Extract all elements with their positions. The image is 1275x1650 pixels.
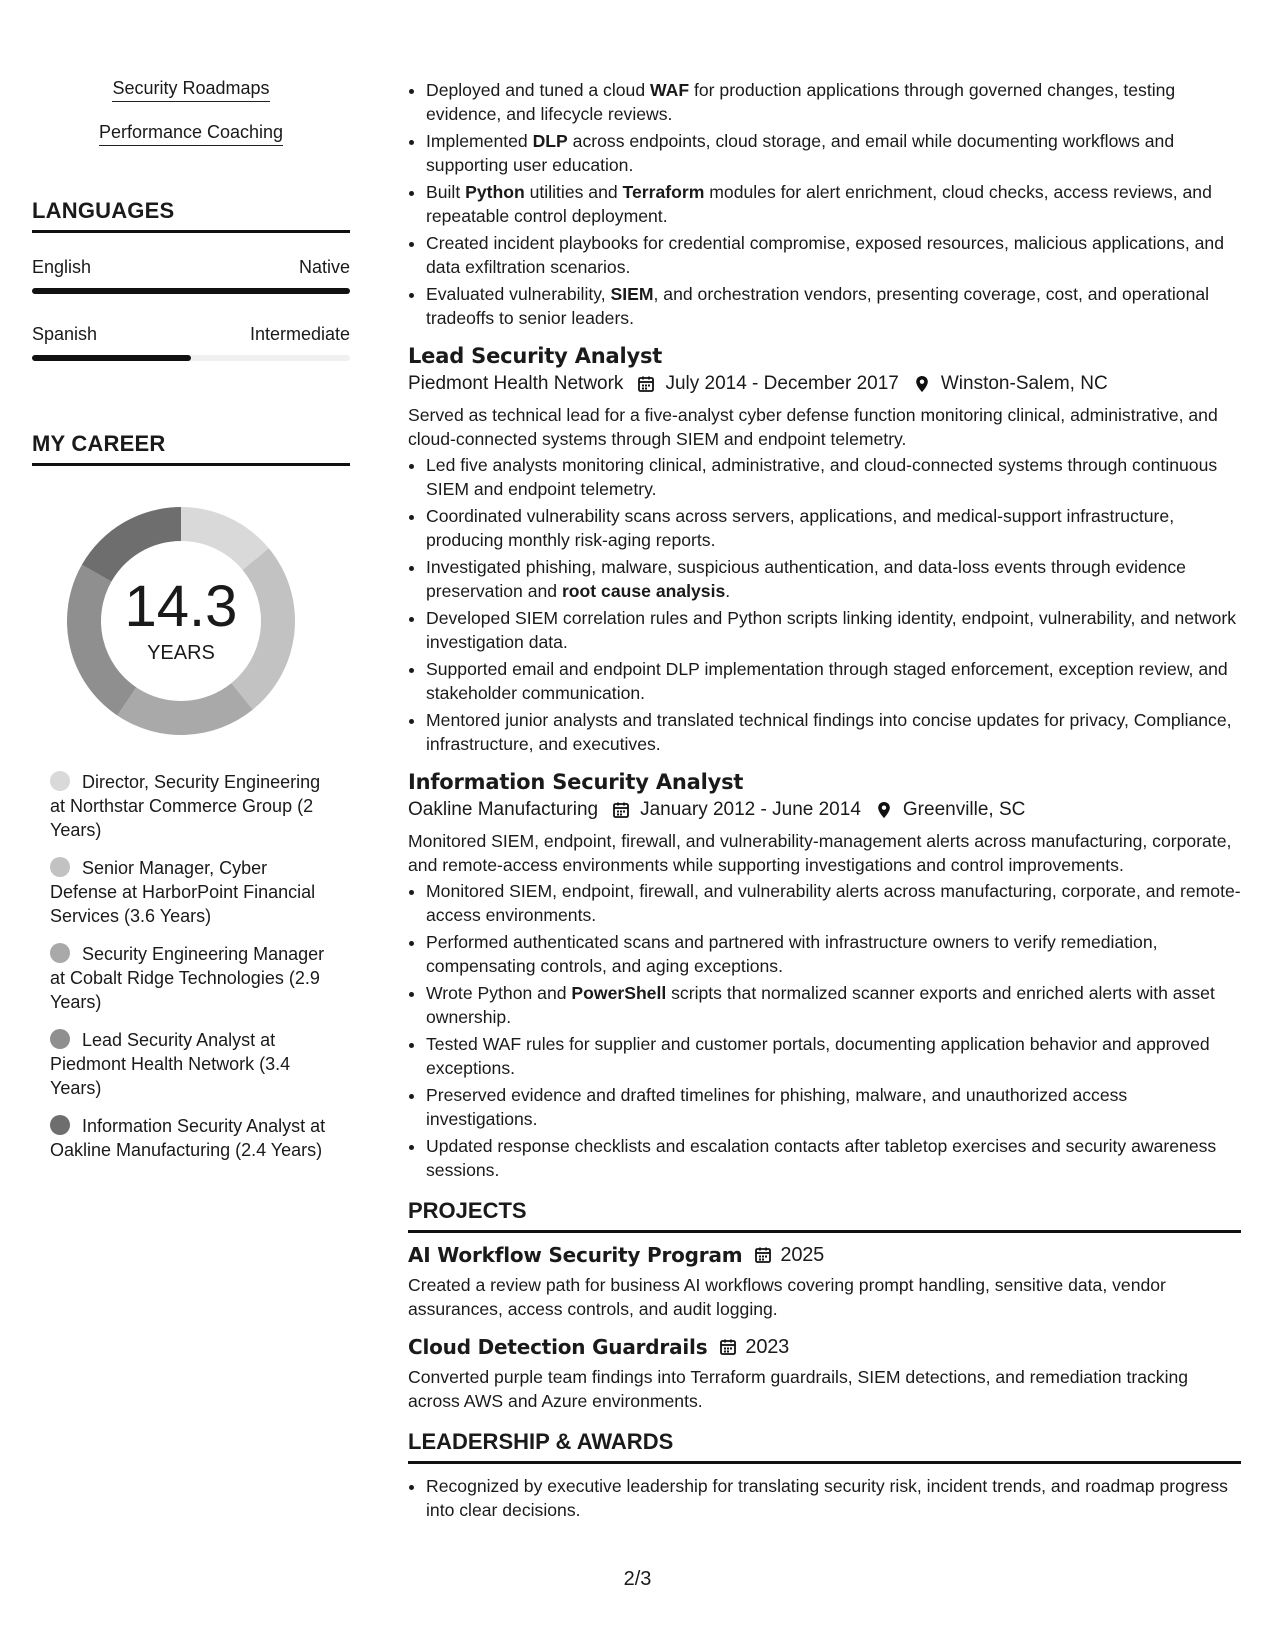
job-meta bbox=[408, 373, 1241, 395]
bullet-item: • Supported email and endpoint DLP implementation through staged enforcement, exception review, and stakeholder communication. bbox=[426, 657, 1241, 705]
job-bullets bbox=[408, 879, 1241, 1182]
job-entry bbox=[408, 770, 1241, 1182]
bullet-item: • Preserved evidence and drafted timelines for phishing, malware, and unauthorized access investigations. bbox=[426, 1083, 1241, 1131]
legend-dot bbox=[50, 771, 70, 791]
legend-label: Information Security Analyst at Oakline Manufacturing (2.4 Years) bbox=[50, 1116, 326, 1160]
skills-list bbox=[32, 78, 350, 146]
language-bar bbox=[32, 288, 350, 294]
location-pin-icon bbox=[913, 375, 931, 393]
legend-dot bbox=[50, 943, 70, 963]
bullet-item: • Implemented DLP across endpoints, cloud storage, and email while documenting workflows and supporting user education. bbox=[426, 129, 1241, 177]
bullet-item: • Tested WAF rules for supplier and customer portals, documenting application behavior and approved exceptions. bbox=[426, 1032, 1241, 1080]
leadership-heading: LEADERSHIP & AWARDS bbox=[408, 1429, 1241, 1464]
career-total-unit: YEARS bbox=[147, 641, 215, 664]
bullet-item: • Mentored junior analysts and translated technical findings into concise updates for privacy, Compliance, infrastructure, and executives. bbox=[426, 708, 1241, 756]
job-company: Piedmont Health Network bbox=[408, 373, 624, 394]
legend-label: Lead Security Analyst at Piedmont Health Network (3.4 Years) bbox=[50, 1030, 291, 1098]
bullet-item: • Led five analysts monitoring clinical, administrative, and cloud-connected systems through continuous SIEM and endpoint telemetry. bbox=[426, 453, 1241, 501]
language-bar-fill bbox=[32, 288, 350, 294]
language-level: Intermediate bbox=[249, 324, 350, 344]
bullet-item: • Built Python utilities and Terraform modules for alert enrichment, cloud checks, access reviews, and repeatable control deployment. bbox=[426, 180, 1241, 228]
bold-term: root cause analysis bbox=[561, 581, 726, 601]
career-legend-item bbox=[50, 856, 330, 928]
project-year: 2023 bbox=[745, 1335, 790, 1358]
career-donut-chart bbox=[66, 506, 296, 736]
bullet-item: • Wrote Python and PowerShell scripts that normalized scanner exports and enriched alerts with asset ownership. bbox=[426, 981, 1241, 1029]
language-name: Spanish bbox=[32, 324, 98, 344]
bullet-item: • Investigated phishing, malware, suspicious authentication, and data-loss events through evidence preservation and root cause analysis. bbox=[426, 555, 1241, 603]
language-bar-fill bbox=[32, 355, 191, 361]
legend-dot bbox=[50, 1029, 70, 1049]
project-item bbox=[408, 1335, 1241, 1413]
project-year: 2025 bbox=[780, 1243, 825, 1266]
bullet-item: • Performed authenticated scans and partnered with infrastructure owners to verify remediation, compensating controls, and aging exceptions. bbox=[426, 930, 1241, 978]
job-title: Information Security Analyst bbox=[408, 770, 744, 794]
career-legend-item bbox=[50, 1028, 330, 1100]
legend-dot bbox=[50, 857, 70, 877]
calendar-icon bbox=[637, 375, 655, 393]
leadership-section bbox=[408, 1429, 1241, 1522]
career-legend-item bbox=[50, 942, 330, 1014]
bullet-item: • Updated response checklists and escalation contacts after tabletop exercises and security awareness sessions. bbox=[426, 1134, 1241, 1182]
bold-term: Python bbox=[465, 182, 525, 202]
language-level: Native bbox=[298, 257, 350, 277]
career-section bbox=[32, 431, 350, 1162]
job-summary: Served as technical lead for a five-analyst cyber defense function monitoring clinical, administrative, and cloud-connected systems through SIEM and endpoint telemetry. bbox=[408, 405, 1218, 449]
calendar-icon bbox=[612, 801, 630, 819]
project-description: Converted purple team findings into Terraform guardrails, SIEM detections, and remediation tracking across AWS and Azure environments. bbox=[408, 1367, 1189, 1411]
calendar-icon bbox=[719, 1338, 737, 1356]
location-pin-icon bbox=[875, 801, 893, 819]
languages-heading: LANGUAGES bbox=[32, 198, 350, 233]
legend-label: Security Engineering Manager at Cobalt Ridge Technologies (2.9 Years) bbox=[50, 944, 325, 1012]
job-meta bbox=[408, 799, 1241, 821]
bullet-item: • Monitored SIEM, endpoint, firewall, and vulnerability alerts across manufacturing, corporate, and remote-access environments. bbox=[426, 879, 1241, 927]
languages-section bbox=[32, 198, 350, 361]
language-bar bbox=[32, 355, 350, 361]
bold-term: SIEM bbox=[610, 284, 654, 304]
bullet-item: • Developed SIEM correlation rules and Python scripts linking identity, endpoint, vulnerability, and network investigation data. bbox=[426, 606, 1241, 654]
project-description: Created a review path for business AI workflows covering prompt handling, sensitive data, vendor assurances, access controls, and audit logging. bbox=[408, 1275, 1166, 1319]
projects-heading: PROJECTS bbox=[408, 1198, 1241, 1233]
project-title: AI Workflow Security Program bbox=[408, 1243, 743, 1267]
bullet-item: • Coordinated vulnerability scans across servers, applications, and medical-support infrastructure, producing monthly risk-aging reports. bbox=[426, 504, 1241, 552]
language-item bbox=[32, 324, 350, 361]
career-legend-item bbox=[50, 770, 330, 842]
language-name: English bbox=[32, 257, 92, 277]
projects-section bbox=[408, 1198, 1241, 1413]
career-total-value: 14.3 bbox=[124, 573, 238, 639]
previous-job-bullets bbox=[408, 78, 1241, 330]
bold-term: Terraform bbox=[622, 182, 705, 202]
leadership-bullets bbox=[408, 1474, 1241, 1522]
bold-term: DLP bbox=[532, 131, 568, 151]
job-location: Greenville, SC bbox=[902, 799, 1026, 820]
job-title: Lead Security Analyst bbox=[408, 344, 663, 368]
bold-term: WAF bbox=[650, 80, 690, 100]
legend-label: Senior Manager, Cyber Defense at HarborPoint Financial Services (3.6 Years) bbox=[50, 858, 316, 926]
job-dates: January 2012 - June 2014 bbox=[640, 799, 861, 820]
legend-dot bbox=[50, 1115, 70, 1135]
job-location: Winston-Salem, NC bbox=[940, 373, 1108, 394]
career-legend bbox=[50, 770, 330, 1162]
project-item bbox=[408, 1243, 1241, 1321]
legend-label: Director, Security Engineering at Northstar Commerce Group (2 Years) bbox=[50, 772, 321, 840]
main-column bbox=[408, 78, 1241, 1525]
job-summary: Monitored SIEM, endpoint, firewall, and vulnerability-management alerts across manufacturing, corporate, and remote-access environments while supporting investigations and control improvements. bbox=[408, 831, 1232, 875]
skill-tag: Performance Coaching bbox=[99, 122, 283, 146]
language-item bbox=[32, 257, 350, 294]
bullet-item: • Created incident playbooks for credential compromise, exposed resources, malicious applications, and data exfiltration scenarios. bbox=[426, 231, 1241, 279]
sidebar bbox=[32, 78, 350, 1176]
job-entry bbox=[408, 344, 1241, 756]
bullet-item: • Recognized by executive leadership for translating security risk, incident trends, and roadmap progress into clear decisions. bbox=[426, 1474, 1241, 1522]
career-heading: MY CAREER bbox=[32, 431, 350, 466]
bullet-item: • Evaluated vulnerability, SIEM, and orchestration vendors, presenting coverage, cost, and operational tradeoffs to senior leaders. bbox=[426, 282, 1241, 330]
career-legend-item bbox=[50, 1114, 330, 1162]
job-company: Oakline Manufacturing bbox=[408, 799, 599, 820]
bullet-item: • Deployed and tuned a cloud WAF for production applications through governed changes, testing evidence, and lifecycle reviews. bbox=[426, 78, 1241, 126]
bold-term: PowerShell bbox=[571, 983, 667, 1003]
job-bullets bbox=[408, 453, 1241, 756]
skill-tag: Security Roadmaps bbox=[112, 78, 269, 102]
page-number: 2/3 bbox=[623, 1568, 652, 1590]
calendar-icon bbox=[754, 1246, 772, 1264]
job-dates: July 2014 - December 2017 bbox=[665, 373, 899, 394]
project-title: Cloud Detection Guardrails bbox=[408, 1335, 708, 1359]
